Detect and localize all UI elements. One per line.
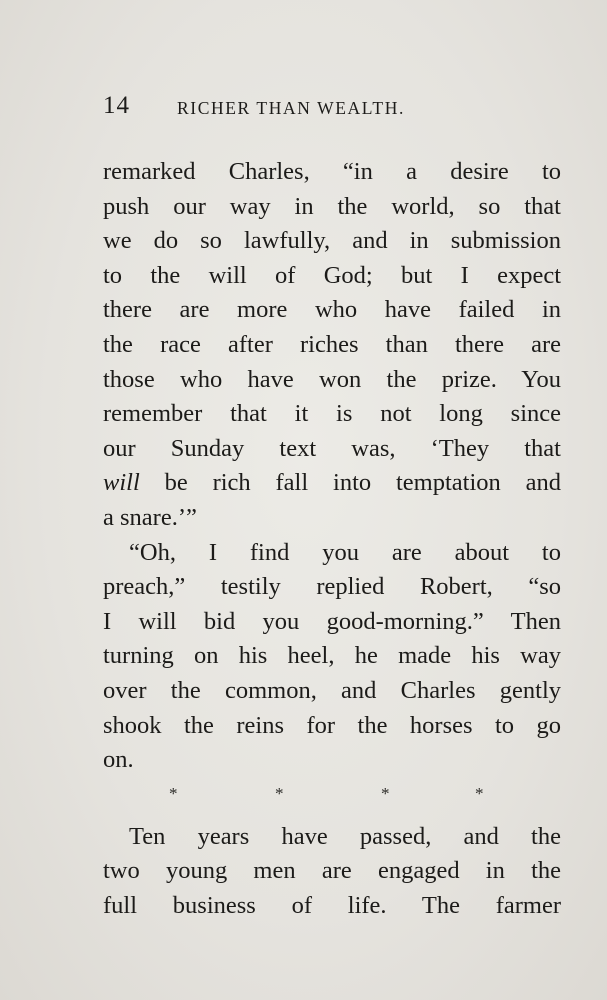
paragraph-3 (103, 820, 561, 924)
text-line: remember that it is not long since (103, 400, 561, 428)
text-line (103, 466, 561, 501)
text-line: I will bid you good-morning.” Then (103, 607, 561, 635)
text-line: full business of life. The farmer (103, 891, 561, 919)
text-line: on. (103, 746, 134, 774)
asterisk-ornament: * (169, 783, 178, 803)
asterisk-ornament: * (475, 783, 484, 803)
text-line: those who have won the prize. You (103, 365, 561, 393)
text-line: over the common, and Charles gently (103, 676, 561, 704)
text-line: push our way in the world, so that (103, 192, 561, 220)
running-title: RICHER THAN WEALTH. (177, 98, 405, 118)
text-line: “Oh, I find you are about to (129, 538, 561, 566)
paragraph-2 (103, 536, 561, 778)
text-line: two young men are engaged in the (103, 857, 561, 885)
italic-emphasis: will (103, 469, 140, 497)
paragraph-1 (103, 155, 561, 536)
page-number: 14 (103, 92, 130, 119)
text-line-rest: be rich fall into temptation and (139, 469, 561, 497)
body-text (103, 155, 561, 923)
text-line: remarked Charles, “in a desire to (103, 158, 561, 185)
text-line: preach,” testily replied Robert, “so (103, 573, 561, 601)
text-line: Ten years have passed, and the (129, 822, 561, 850)
section-divider (103, 778, 561, 820)
running-head (103, 92, 483, 126)
asterisk-ornament: * (381, 783, 390, 803)
text-line: turning on his heel, he made his way (103, 642, 561, 670)
text-line: the race after riches than there are (103, 330, 561, 358)
text-line: there are more who have failed in (103, 296, 561, 324)
asterisk-ornament: * (275, 783, 284, 803)
text-line: shook the reins for the horses to go (103, 711, 561, 739)
text-line: our Sunday text was, ‘They that (103, 434, 561, 462)
text-line: a snare.’” (103, 503, 197, 531)
text-line: we do so lawfully, and in submission (103, 227, 561, 255)
text-line: to the will of God; but I expect (103, 261, 561, 289)
